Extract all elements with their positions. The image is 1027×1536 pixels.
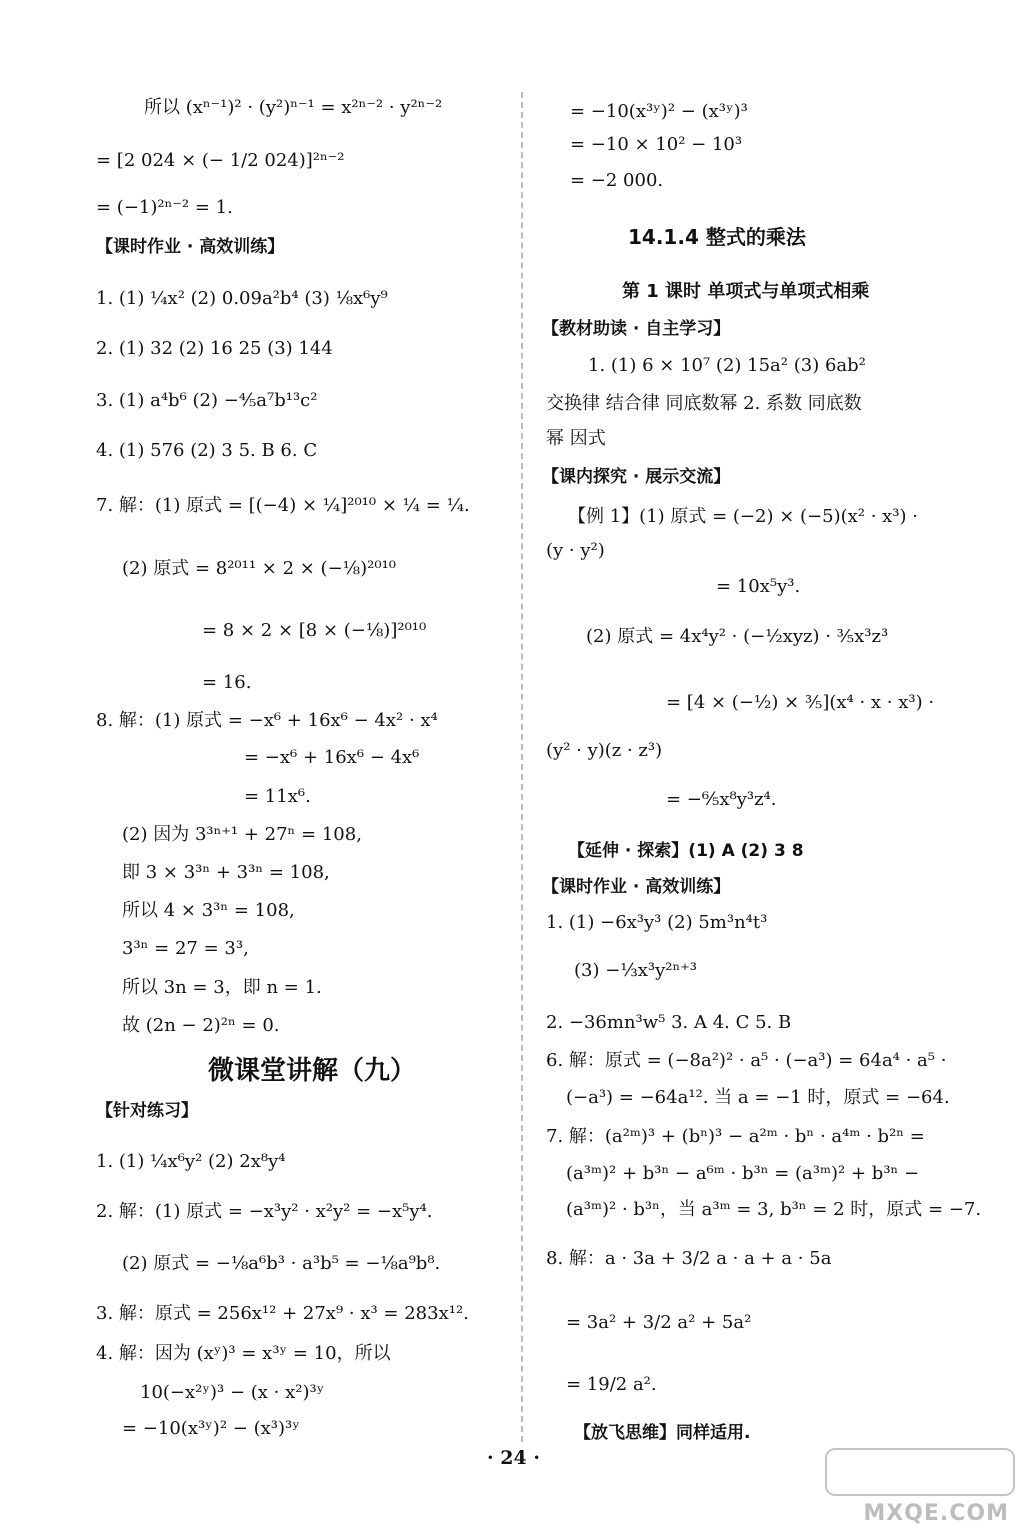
- text-line: (y² · y)(z · z³): [546, 740, 663, 761]
- text-line: = 19/2 a².: [566, 1374, 657, 1395]
- text-line: = 8 × 2 × [8 × (−⅛)]²⁰¹⁰: [202, 620, 427, 641]
- text-line: (a³ᵐ)² + b³ⁿ − a⁶ᵐ · b³ⁿ = (a³ᵐ)² + b³ⁿ −: [566, 1163, 920, 1184]
- text-line: (2) 原式 = 4x⁴y² · (−½xyz) · ⅗x³z³: [586, 626, 889, 647]
- section-heading: 【放飞思维】同样适用.: [574, 1423, 751, 1443]
- text-line: 2. (1) 32 (2) 16 25 (3) 144: [96, 338, 333, 359]
- text-line: 4. 解：因为 (xʸ)³ = x³ʸ = 10，所以: [96, 1343, 391, 1364]
- column-divider: [521, 92, 523, 1442]
- text-line: 8. 解：a · 3a + 3/2 a · a + a · 5a: [546, 1248, 832, 1269]
- section-heading: 【课时作业 · 高效训练】: [542, 877, 731, 897]
- section-title: 14.1.4 整式的乘法: [628, 225, 806, 249]
- text-line: 幂 因式: [546, 428, 606, 449]
- watermark: [825, 1448, 1015, 1526]
- text-line: 7. 解：(1) 原式 = [(−4) × ¼]²⁰¹⁰ × ¼ = ¼.: [96, 495, 470, 516]
- text-line: = 10x⁵y³.: [716, 576, 801, 597]
- text-line: 【例 1】(1) 原式 = (−2) × (−5)(x² · x³) ·: [568, 506, 918, 527]
- lesson-title: 第 1 课时 单项式与单项式相乘: [622, 281, 870, 302]
- text-line: (2) 原式 = 8²⁰¹¹ × 2 × (−⅛)²⁰¹⁰: [122, 558, 396, 579]
- text-line: = 16.: [202, 672, 252, 693]
- text-line: 交换律 结合律 同底数幂 2. 系数 同底数: [546, 393, 862, 414]
- text-line: 6. 解：原式 = (−8a²)² · a⁵ · (−a³) = 64a⁴ · a⁵ ·: [546, 1050, 947, 1071]
- text-line: 3³ⁿ = 27 = 3³,: [122, 938, 249, 959]
- text-line: 所以 3n = 3，即 n = 1.: [122, 977, 322, 998]
- text-line: 2. 解：(1) 原式 = −x³y² · x²y² = −x⁵y⁴.: [96, 1201, 433, 1222]
- section-heading: 【延伸 · 探索】(1) A (2) 3 8: [568, 841, 804, 861]
- text-line: (−a³) = −64a¹². 当 a = −1 时，原式 = −64.: [566, 1087, 950, 1108]
- watermark-logo: [825, 1448, 1015, 1496]
- text-line: = −x⁶ + 16x⁶ − 4x⁶: [244, 747, 420, 768]
- text-line: 1. (1) ¼x⁶y² (2) 2x⁸y⁴: [96, 1151, 286, 1172]
- text-line: = [4 × (−½) × ⅗](x⁴ · x · x³) ·: [666, 692, 935, 713]
- text-line: 1. (1) ¼x² (2) 0.09a²b⁴ (3) ⅛x⁶y⁹: [96, 288, 388, 309]
- section-heading: 【教材助读 · 自主学习】: [542, 319, 731, 339]
- text-line: 故 (2n − 2)²ⁿ = 0.: [122, 1015, 280, 1036]
- text-line: 4. (1) 576 (2) 3 5. B 6. C: [96, 440, 318, 461]
- text-line: 10(−x²ʸ)³ − (x · x²)³ʸ: [140, 1382, 325, 1403]
- text-line: = 3a² + 3/2 a² + 5a²: [566, 1312, 752, 1333]
- text-line: 即 3 × 3³ⁿ + 3³ⁿ = 108,: [122, 862, 330, 883]
- text-line: = −2 000.: [570, 170, 664, 191]
- page-number: · 24 ·: [487, 1447, 540, 1469]
- text-line: = −10 × 10² − 10³: [570, 134, 743, 155]
- section-heading: 【针对练习】: [96, 1101, 198, 1121]
- section-heading: 【课内探究 · 展示交流】: [542, 467, 731, 487]
- text-line: 8. 解：(1) 原式 = −x⁶ + 16x⁶ − 4x² · x⁴: [96, 710, 438, 731]
- text-line: = 11x⁶.: [244, 786, 311, 807]
- text-line: (a³ᵐ)² · b³ⁿ，当 a³ᵐ = 3, b³ⁿ = 2 时，原式 = −7.: [566, 1199, 982, 1220]
- text-line: 所以 4 × 3³ⁿ = 108,: [122, 900, 295, 921]
- text-line: = −10(x³ʸ)² − (x³)³ʸ: [122, 1418, 300, 1439]
- watermark-site-text: MXQE.COM: [863, 1501, 1009, 1526]
- text-line: = −10(x³ʸ)² − (x³ʸ)³: [570, 101, 748, 122]
- text-line: 1. (1) 6 × 10⁷ (2) 15a² (3) 6ab²: [588, 355, 866, 376]
- chapter-title: 微课堂讲解（九）: [208, 1056, 417, 1086]
- text-line: 所以 (xⁿ⁻¹)² · (y²)ⁿ⁻¹ = x²ⁿ⁻² · y²ⁿ⁻²: [144, 97, 443, 118]
- text-line: 7. 解：(a²ᵐ)³ + (bⁿ)³ − a²ᵐ · bⁿ · a⁴ᵐ · b²ⁿ =: [546, 1126, 925, 1147]
- text-line: 3. 解：原式 = 256x¹² + 27x⁹ · x³ = 283x¹².: [96, 1303, 469, 1324]
- text-line: 3. (1) a⁴b⁶ (2) −⅘a⁷b¹³c²: [96, 390, 318, 411]
- section-heading: 【课时作业 · 高效训练】: [96, 237, 285, 257]
- text-line: 1. (1) −6x³y³ (2) 5m³n⁴t³: [546, 912, 768, 933]
- text-line: (2) 原式 = −⅛a⁶b³ · a³b⁵ = −⅛a⁹b⁸.: [122, 1253, 441, 1274]
- text-line: = (−1)²ⁿ⁻² = 1.: [96, 197, 233, 218]
- text-line: (y · y²): [546, 540, 605, 561]
- text-line: 2. −36mn³w⁵ 3. A 4. C 5. B: [546, 1012, 792, 1033]
- text-line: (2) 因为 3³ⁿ⁺¹ + 27ⁿ = 108,: [122, 824, 362, 845]
- text-line: = −⁶⁄₅x⁸y³z⁴.: [666, 789, 777, 810]
- text-line: (3) −⅓x³y²ⁿ⁺³: [574, 960, 698, 981]
- text-line: = [2 024 × (− 1/2 024)]²ⁿ⁻²: [96, 150, 345, 171]
